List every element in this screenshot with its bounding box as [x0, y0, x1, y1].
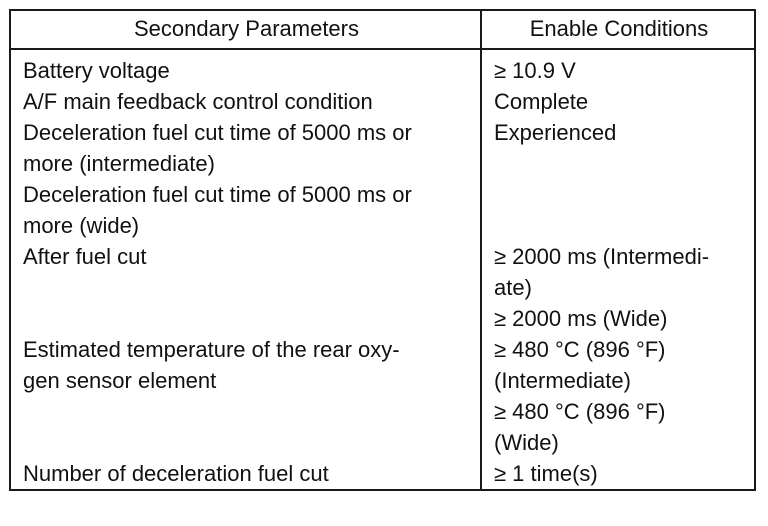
header-secondary-parameters: Secondary Parameters	[10, 10, 481, 49]
parameter-text: Deceleration fuel cut time of 5000 ms or	[23, 120, 412, 145]
table-row	[10, 117, 755, 241]
condition-text: ate)	[494, 275, 532, 300]
parameter-text: gen sensor element	[23, 368, 217, 393]
secondary-parameters-table	[9, 9, 756, 491]
condition-text: ≥ 2000 ms (Intermedi-	[494, 244, 710, 269]
condition-cell	[481, 458, 755, 490]
condition-text: Complete	[494, 89, 589, 114]
parameter-text: more (intermediate)	[23, 151, 215, 176]
condition-text: Experienced	[494, 120, 617, 145]
parameter-text: After fuel cut	[23, 244, 147, 269]
parameter-text: Deceleration fuel cut time of 5000 ms or	[23, 182, 412, 207]
condition-text: ≥ 10.9 V	[494, 58, 576, 83]
parameter-cell	[10, 241, 481, 334]
condition-text: (Intermediate)	[494, 368, 631, 393]
parameter-cell	[10, 458, 481, 490]
condition-cell	[481, 241, 755, 334]
parameter-text: A/F main feedback control condition	[23, 89, 373, 114]
parameter-cell	[10, 49, 481, 86]
condition-cell	[481, 334, 755, 458]
parameter-text: more (wide)	[23, 213, 140, 238]
parameter-cell	[10, 334, 481, 458]
condition-text: ≥ 480 °C (896 °F)	[494, 399, 666, 424]
table-row	[10, 49, 755, 86]
condition-text: ≥ 480 °C (896 °F)	[494, 337, 666, 362]
parameter-text: Battery voltage	[23, 58, 170, 83]
condition-cell	[481, 49, 755, 86]
parameter-cell	[10, 117, 481, 241]
table-row	[10, 334, 755, 458]
table-header-row	[10, 10, 755, 49]
table-row	[10, 241, 755, 334]
header-enable-conditions: Enable Conditions	[481, 10, 755, 49]
table-row	[10, 86, 755, 117]
condition-text: ≥ 1 time(s)	[494, 461, 598, 486]
table-row	[10, 458, 755, 490]
parameter-text: Number of deceleration fuel cut	[23, 461, 329, 486]
parameter-text: Estimated temperature of the rear oxy-	[23, 337, 400, 362]
condition-text: ≥ 2000 ms (Wide)	[494, 306, 668, 331]
condition-cell	[481, 86, 755, 117]
condition-cell	[481, 117, 755, 241]
condition-text: (Wide)	[494, 430, 559, 455]
parameter-cell	[10, 86, 481, 117]
